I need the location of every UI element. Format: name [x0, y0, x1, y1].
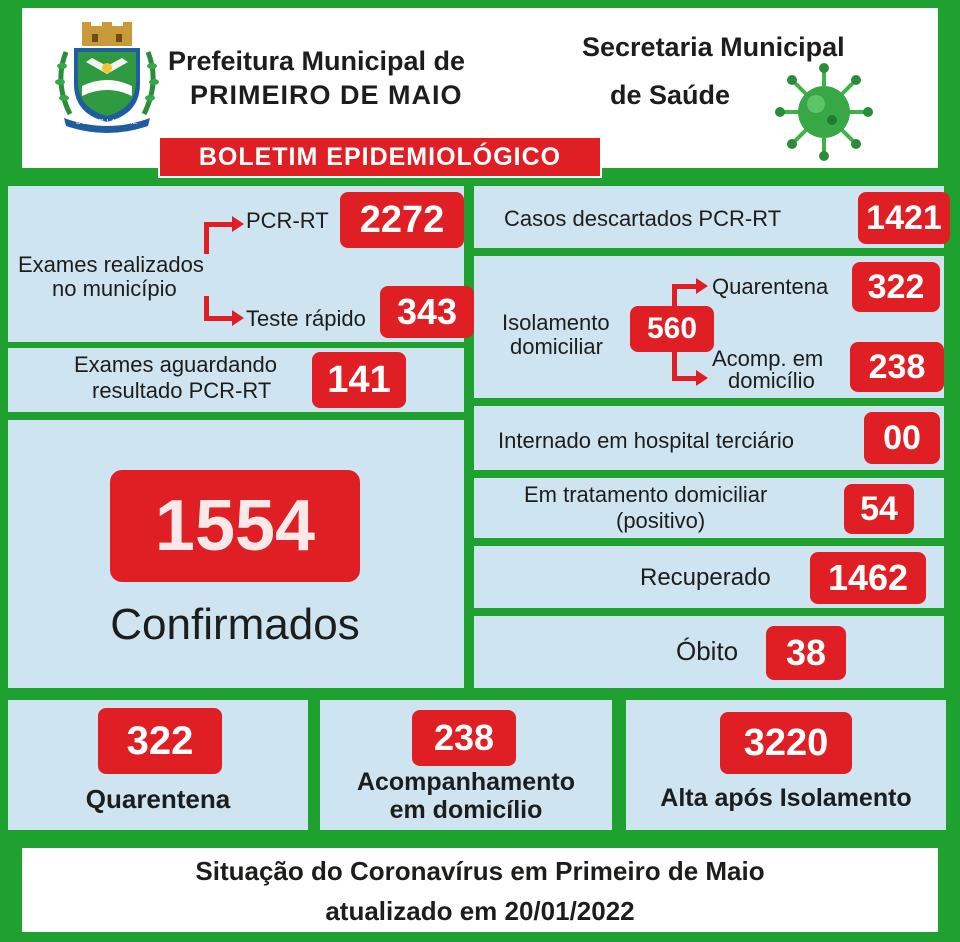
arrow-right-icon [232, 216, 244, 232]
isolamento-line2: domiciliar [510, 334, 603, 359]
pcr-label: PCR-RT [246, 208, 329, 233]
aguardando-line1: Exames aguardando [74, 352, 278, 377]
obito-value: 38 [766, 626, 846, 680]
internado-label: Internado em hospital terciário [498, 428, 794, 453]
confirmados-value: 1554 [110, 470, 360, 582]
bottom-acomp-line2: em domicílio [389, 796, 543, 824]
tratamento-line2: (positivo) [616, 508, 706, 533]
crest-motto: DUCOR LABORE [75, 119, 138, 126]
arrow-right-icon [696, 370, 708, 386]
arrow-down-bar [204, 316, 234, 321]
arrow-right-icon [696, 278, 708, 294]
bottom-alta-label: Alta após Isolamento [660, 784, 912, 812]
obito-label: Óbito [676, 636, 739, 666]
arrow-right-icon [232, 310, 244, 326]
bottom-acomp-value: 238 [412, 710, 516, 766]
tratamento-line1: Em tratamento domiciliar [524, 482, 768, 507]
pcr-value: 2272 [340, 192, 464, 248]
acomp-line2: domicílio [728, 368, 815, 393]
prefeitura-line1: Prefeitura Municipal de [168, 46, 466, 76]
exames-label-line1: Exames realizados [18, 252, 204, 277]
footer-line1: Situação do Coronavírus em Primeiro de Maio [195, 856, 765, 886]
confirmados-label: Confirmados [110, 600, 360, 649]
secretaria-line2: de Saúde [610, 80, 731, 110]
rapido-value: 343 [380, 286, 474, 338]
boletim-banner [158, 136, 602, 178]
bottom-quarentena-label: Quarentena [85, 784, 231, 814]
recuperado-label: Recuperado [640, 564, 771, 591]
acomp-line1: Acomp. em [712, 346, 824, 371]
bottom-acomp-line1: Acompanhamento [356, 768, 576, 796]
descartados-value: 1421 [858, 192, 950, 244]
arrow-up-bar [672, 284, 698, 289]
quarentena-label: Quarentena [712, 274, 829, 299]
exames-label-line2: no município [52, 276, 177, 301]
virus-icon [772, 60, 876, 164]
isolamento-line1: Isolamento [502, 310, 610, 335]
internado-value: 00 [864, 412, 940, 464]
arrow-up-bar [204, 222, 234, 227]
quarentena-value: 322 [852, 262, 940, 312]
bottom-alta-value: 3220 [720, 712, 852, 774]
isolamento-value: 560 [630, 306, 714, 352]
rapido-label: Teste rápido [246, 306, 366, 331]
boletim-title: BOLETIM EPIDEMIOLÓGICO [198, 142, 562, 171]
secretaria-line1: Secretaria Municipal [582, 32, 845, 62]
acomp-value: 238 [850, 342, 944, 392]
prefeitura-line2: PRIMEIRO DE MAIO [190, 80, 463, 110]
tratamento-value: 54 [844, 484, 914, 534]
aguardando-value: 141 [312, 352, 406, 408]
aguardando-line2: resultado PCR-RT [92, 378, 272, 403]
footer-line2: atualizado em 20/01/2022 [325, 896, 635, 926]
descartados-label: Casos descartados PCR-RT [504, 206, 782, 231]
recuperado-value: 1462 [810, 552, 926, 604]
municipal-crest [52, 22, 162, 134]
arrow-up-stem [204, 224, 209, 254]
bottom-quarentena-value: 322 [98, 708, 222, 774]
arrow-down-bar [672, 376, 698, 381]
arrow-down-stem [672, 352, 677, 378]
arrow-up-stem [672, 286, 677, 308]
